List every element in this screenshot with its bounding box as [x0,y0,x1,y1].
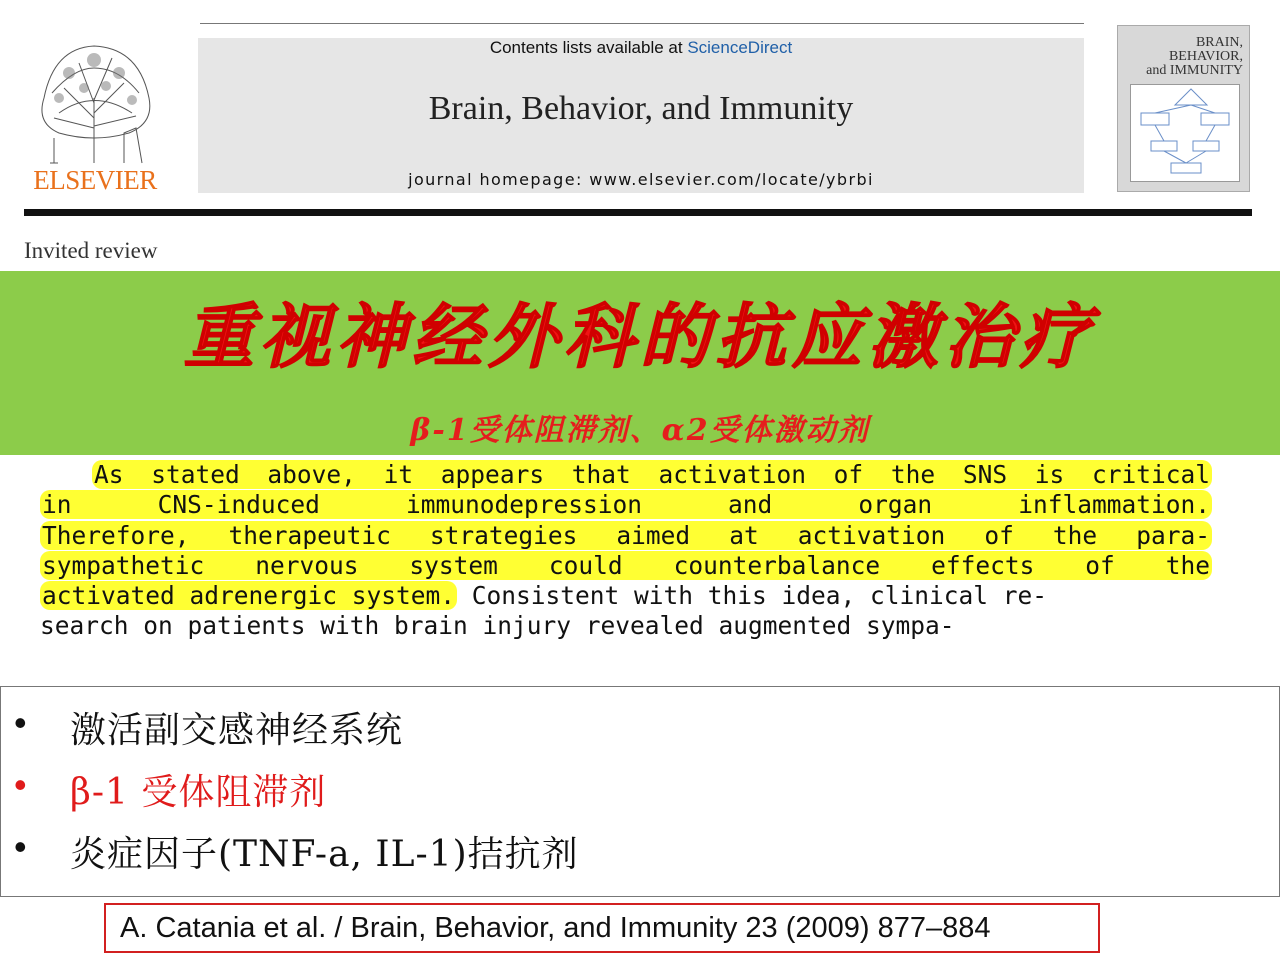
bullet-text: β-1 受体阻滞剂 [70,772,327,813]
bullet-symbol: • [14,764,27,805]
journal-homepage[interactable]: journal homepage: www.elsevier.com/locate/ybrbi [408,170,874,189]
banner-title: 重视神经外科的抗应激治疗 [184,295,1096,378]
sciencedirect-link[interactable]: ScienceDirect [687,38,793,57]
excerpt-line [40,611,1212,641]
cover-title-line: and IMMUNITY [1146,63,1243,78]
cover-title [1133,36,1243,78]
plain-text: search on patients with brain injury revealed augmented sympa- [40,611,955,641]
highlighted-text: Therefore, therapeutic strategies aimed at activation of the para- [42,520,1210,550]
journal-cover-thumbnail [1117,25,1250,192]
contents-line [198,38,1084,58]
header-top-rule [200,23,1084,24]
cover-figure [1130,84,1240,182]
highlighted-text: activated adrenergic system. [42,581,456,611]
contents-prefix: Contents lists available at [489,38,688,57]
bullet-symbol: • [14,826,27,867]
header-rule [24,209,1252,216]
highlighted-text: in CNS-induced immunodepression and organ inflammation. [42,490,1210,520]
cover-title-line: BRAIN, [1195,35,1243,50]
paper-excerpt [40,460,1212,642]
excerpt-line [40,521,1212,551]
article-type: Invited review [24,238,158,263]
excerpt-line [40,490,1212,520]
excerpt-line [40,551,1212,581]
cover-diagram-icon [1131,85,1239,181]
elsevier-tree-icon [24,38,166,164]
journal-title: Brain, Behavior, and Immunity [428,90,854,127]
highlighted-text: As stated above, it appears that activation of the SNS is critical [94,460,1210,489]
slide-banner [0,271,1280,455]
citation: A. Catania et al. / Brain, Behavior, and Immunity 23 (2009) 877–884 [104,903,1100,953]
elsevier-wordmark: ELSEVIER [33,165,157,195]
excerpt-line [40,581,1212,611]
plain-text: Consistent with this idea, clinical re- [457,581,1048,611]
bullet-symbol: • [14,702,27,743]
bullet-text: 激活副交感神经系统 [70,710,404,751]
excerpt-line [40,460,1212,490]
highlighted-text: sympathetic nervous system could counterbalance effects of the [42,550,1210,580]
journal-masthead [198,38,1084,193]
elsevier-logo [24,38,166,196]
bullet-text: 炎症因子(TNF-a, IL-1)拮抗剂 [70,834,579,875]
banner-subtitle: β-1受体阻滞剂、α2受体激动剂 [410,413,870,448]
cover-title-line: BEHAVIOR, [1168,49,1243,64]
